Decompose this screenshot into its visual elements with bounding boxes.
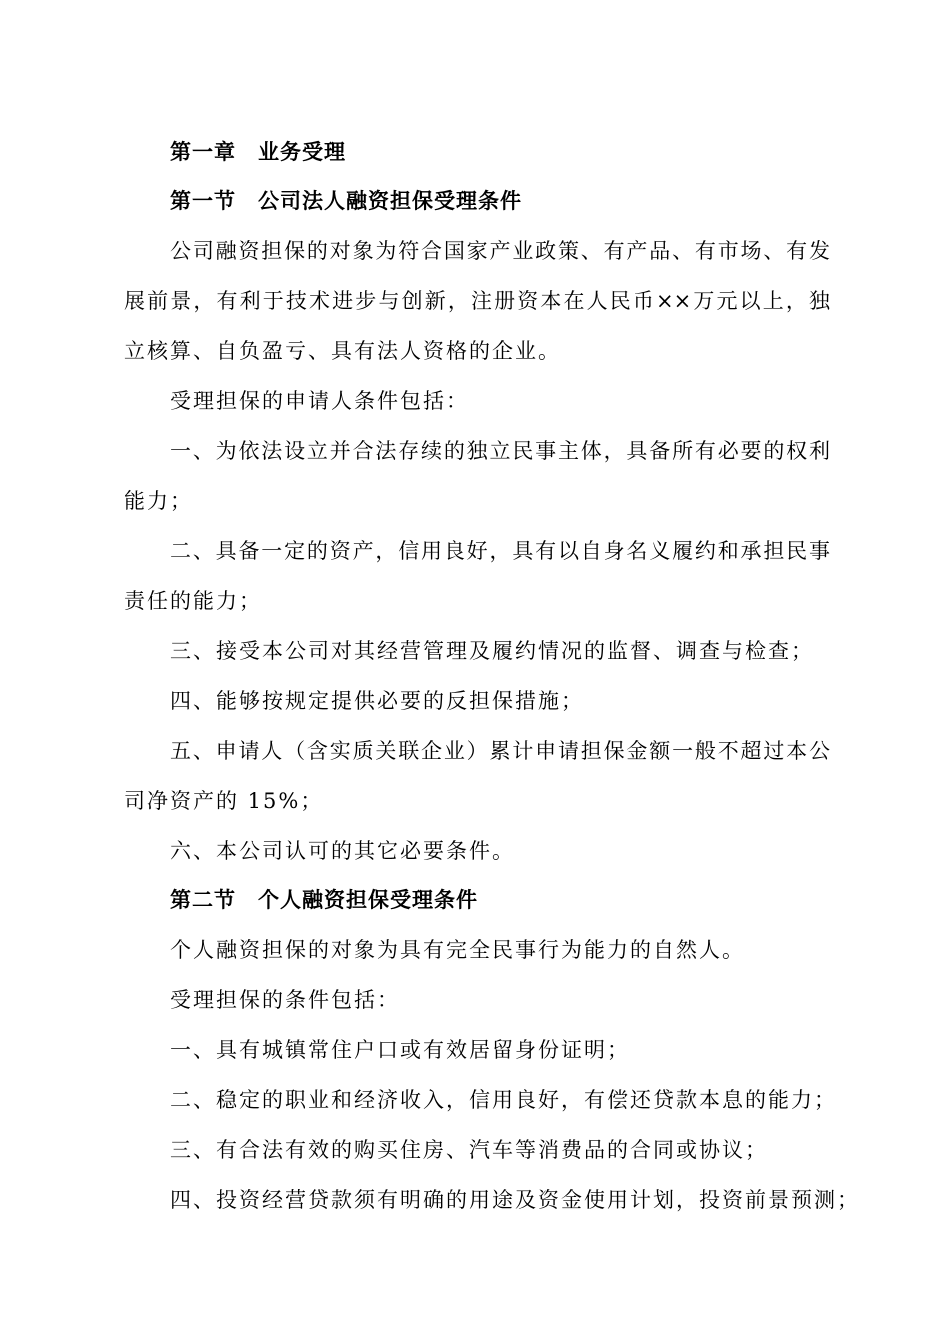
section-1-intro-line-3: 立核算、自负盈亏、具有法人资格的企业。 [124, 339, 561, 363]
section-1-item-2-line-1: 二、具备一定的资产，信用良好，具有以自身名义履约和承担民事 [170, 539, 830, 563]
section-2-conditions-intro: 受理担保的条件包括： [170, 988, 400, 1012]
section-2-item-4: 四、投资经营贷款须有明确的用途及资金使用计划，投资前景预测； [170, 1188, 860, 1212]
section-2-intro: 个人融资担保的对象为具有完全民事行为能力的自然人。 [170, 938, 745, 962]
section-1-title: 第一节 公司法人融资担保受理条件 [170, 189, 522, 213]
section-1-item-1-line-1: 一、为依法设立并合法存续的独立民事主体，具备所有必要的权利 [170, 439, 830, 463]
chapter-title: 第一章 业务受理 [170, 140, 346, 164]
section-1-intro-line-1: 公司融资担保的对象为符合国家产业政策、有产品、有市场、有发 [170, 239, 830, 263]
section-2-item-2: 二、稳定的职业和经济收入，信用良好，有偿还贷款本息的能力； [170, 1088, 837, 1112]
section-1-item-2-line-2: 责任的能力； [124, 589, 262, 613]
section-2-title: 第二节 个人融资担保受理条件 [170, 888, 478, 912]
section-1-item-5-line-1: 五、申请人（含实质关联企业）累计申请担保金额一般不超过本公 [170, 739, 830, 763]
section-2-item-3: 三、有合法有效的购买住房、汽车等消费品的合同或协议； [170, 1138, 768, 1162]
section-1-item-3: 三、接受本公司对其经营管理及履约情况的监督、调查与检查； [170, 639, 814, 663]
section-1-conditions-intro: 受理担保的申请人条件包括： [170, 389, 469, 413]
section-1-item-1-line-2: 能力； [124, 489, 193, 513]
section-1-item-5-line-2: 司净资产的 15%； [124, 789, 324, 813]
section-1-item-6: 六、本公司认可的其它必要条件。 [170, 839, 515, 863]
section-1-item-4: 四、能够按规定提供必要的反担保措施； [170, 689, 584, 713]
section-1-intro-line-2: 展前景，有利于技术进步与创新，注册资本在人民币××万元以上，独 [124, 289, 830, 313]
section-2-item-1: 一、具有城镇常住户口或有效居留身份证明； [170, 1038, 630, 1062]
